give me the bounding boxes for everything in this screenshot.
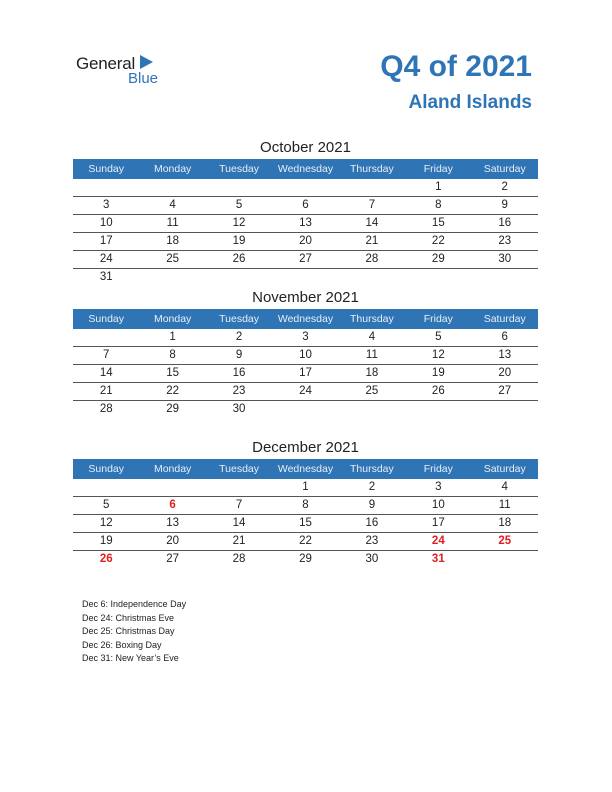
weekday-header-row xyxy=(73,159,538,179)
weekday-header: Tuesday xyxy=(219,463,259,475)
empty-day-cell xyxy=(405,269,471,286)
weekday-header: Friday xyxy=(423,163,453,175)
day-cell: 18 xyxy=(166,235,180,247)
weekday-header: Thursday xyxy=(350,163,394,175)
week-row xyxy=(73,497,538,515)
day-cell: 15 xyxy=(299,517,312,529)
weekday-header: Friday xyxy=(423,463,453,475)
month-title: December 2021 xyxy=(252,439,359,456)
week-row xyxy=(73,269,538,286)
weekday-header: Saturday xyxy=(483,313,526,325)
day-cell: 14 xyxy=(232,517,246,529)
day-cell: 11 xyxy=(166,217,179,229)
empty-day-cell xyxy=(472,551,538,568)
day-cell: 25 xyxy=(365,385,379,397)
day-cell: 4 xyxy=(368,331,376,343)
day-cell: 17 xyxy=(299,367,312,379)
day-cell: 19 xyxy=(431,367,445,379)
day-cell: 4 xyxy=(169,199,176,211)
day-cell: 5 xyxy=(235,199,243,211)
weekday-header: Friday xyxy=(423,313,453,325)
day-cell: 16 xyxy=(498,217,512,229)
generalblue-logo xyxy=(76,52,176,88)
day-cell: 2 xyxy=(235,331,243,343)
week-row xyxy=(73,179,538,197)
weekday-header: Sunday xyxy=(88,313,125,325)
weekday-header: Monday xyxy=(153,163,192,175)
day-cell: 19 xyxy=(232,235,246,247)
day-cell: 7 xyxy=(235,499,243,511)
day-cell: 4 xyxy=(501,481,508,493)
week-row xyxy=(73,233,538,251)
day-cell: 21 xyxy=(232,535,246,547)
day-cell: 15 xyxy=(431,217,445,229)
day-cell: 20 xyxy=(299,235,312,247)
day-cell: 14 xyxy=(99,367,113,379)
day-cell: 28 xyxy=(232,553,246,565)
day-cell: 8 xyxy=(169,349,176,361)
day-cell: 12 xyxy=(431,349,445,361)
month-october xyxy=(73,137,538,286)
day-cell: 12 xyxy=(232,217,246,229)
week-row xyxy=(73,347,538,365)
day-cell: 21 xyxy=(365,235,379,247)
week-row xyxy=(73,401,538,418)
day-cell: 27 xyxy=(299,253,312,265)
day-cell: 15 xyxy=(166,367,180,379)
month-december xyxy=(73,437,538,568)
day-cell: 2 xyxy=(368,481,376,493)
day-cell: 3 xyxy=(302,331,309,343)
empty-day-cell xyxy=(206,479,272,496)
holiday-item: Dec 24: Christmas Eve xyxy=(82,612,175,623)
empty-day-cell xyxy=(339,179,405,196)
week-row xyxy=(73,365,538,383)
day-cell: 23 xyxy=(498,235,512,247)
day-cell: 18 xyxy=(498,517,512,529)
day-cell: 18 xyxy=(365,367,379,379)
week-row xyxy=(73,533,538,551)
empty-day-cell xyxy=(206,179,272,196)
weekday-header-row xyxy=(73,459,538,479)
page-subtitle: Aland Islands xyxy=(408,92,532,113)
empty-day-cell xyxy=(73,179,139,196)
day-cell: 24 xyxy=(99,253,113,265)
day-cell: 29 xyxy=(299,553,312,565)
empty-day-cell xyxy=(472,269,538,286)
weekday-header: Sunday xyxy=(88,163,125,175)
holiday-item: Dec 25: Christmas Day xyxy=(82,626,175,636)
day-cell: 9 xyxy=(368,499,376,511)
day-cell: 29 xyxy=(166,403,180,415)
day-cell: 31 xyxy=(431,553,445,565)
day-cell: 30 xyxy=(498,253,512,265)
day-cell: 26 xyxy=(99,553,113,565)
day-cell: 22 xyxy=(166,385,180,397)
day-cell: 27 xyxy=(166,553,180,565)
day-cell: 30 xyxy=(365,553,379,565)
day-cell: 30 xyxy=(232,403,246,415)
day-cell: 1 xyxy=(435,181,442,193)
weekday-header: Saturday xyxy=(483,463,526,475)
day-cell: 28 xyxy=(99,403,113,415)
day-cell: 20 xyxy=(498,367,512,379)
empty-day-cell xyxy=(339,401,405,418)
week-row xyxy=(73,251,538,269)
day-cell: 31 xyxy=(99,271,113,283)
day-cell: 24 xyxy=(431,535,445,547)
day-cell: 27 xyxy=(498,385,512,397)
empty-day-cell xyxy=(272,269,338,286)
week-row xyxy=(73,383,538,401)
holiday-item: Dec 6: Independence Day xyxy=(82,599,187,609)
day-cell: 26 xyxy=(232,253,246,265)
weekday-header: Tuesday xyxy=(219,163,259,175)
day-cell: 13 xyxy=(498,349,512,361)
weekday-header: Wednesday xyxy=(277,313,334,325)
day-cell: 23 xyxy=(232,385,246,397)
day-cell: 11 xyxy=(498,499,511,511)
week-row xyxy=(73,551,538,568)
empty-day-cell xyxy=(339,269,405,286)
day-cell: 26 xyxy=(431,385,445,397)
day-cell: 9 xyxy=(501,199,508,211)
empty-day-cell xyxy=(139,479,205,496)
day-cell: 28 xyxy=(365,253,379,265)
day-cell: 13 xyxy=(166,517,180,529)
day-cell: 1 xyxy=(302,481,309,493)
day-cell: 8 xyxy=(435,199,442,211)
day-cell: 5 xyxy=(435,331,442,343)
day-cell: 10 xyxy=(299,349,312,361)
logo-blue-text: Blue xyxy=(128,70,159,87)
weekday-header: Tuesday xyxy=(219,313,259,325)
page-title: Q4 of 2021 xyxy=(380,50,532,83)
month-title: November 2021 xyxy=(252,289,359,306)
day-cell: 6 xyxy=(169,499,176,511)
day-cell: 3 xyxy=(103,199,110,211)
day-cell: 11 xyxy=(365,349,378,361)
day-cell: 21 xyxy=(99,385,113,397)
day-cell: 6 xyxy=(501,331,508,343)
weekday-header: Saturday xyxy=(483,163,526,175)
weekday-header: Monday xyxy=(153,313,192,325)
logo-flag-icon xyxy=(140,55,153,69)
week-row xyxy=(73,215,538,233)
weekday-header: Sunday xyxy=(88,463,125,475)
day-cell: 17 xyxy=(99,235,113,247)
weekday-header-row xyxy=(73,309,538,329)
day-cell: 7 xyxy=(368,199,376,211)
week-row xyxy=(73,329,538,347)
day-cell: 12 xyxy=(99,517,113,529)
day-cell: 22 xyxy=(431,235,445,247)
day-cell: 1 xyxy=(169,331,176,343)
weekday-header: Wednesday xyxy=(277,463,334,475)
empty-day-cell xyxy=(472,401,538,418)
day-cell: 7 xyxy=(103,349,110,361)
day-cell: 16 xyxy=(232,367,246,379)
day-cell: 13 xyxy=(299,217,312,229)
day-cell: 2 xyxy=(501,181,508,193)
week-row xyxy=(73,197,538,215)
logo-general-text: General xyxy=(76,54,136,73)
empty-day-cell xyxy=(139,179,205,196)
empty-day-cell xyxy=(272,401,338,418)
day-cell: 10 xyxy=(99,217,113,229)
empty-day-cell xyxy=(73,479,139,496)
empty-day-cell xyxy=(405,401,471,418)
empty-day-cell xyxy=(272,179,338,196)
day-cell: 5 xyxy=(103,499,110,511)
day-cell: 25 xyxy=(498,535,512,547)
day-cell: 9 xyxy=(235,349,243,361)
month-title: October 2021 xyxy=(260,139,351,156)
day-cell: 16 xyxy=(365,517,379,529)
day-cell: 6 xyxy=(302,199,309,211)
day-cell: 14 xyxy=(365,217,379,229)
day-cell: 10 xyxy=(431,499,445,511)
day-cell: 24 xyxy=(299,385,312,397)
day-cell: 29 xyxy=(431,253,445,265)
month-november xyxy=(73,287,538,418)
day-cell: 17 xyxy=(431,517,445,529)
day-cell: 8 xyxy=(302,499,309,511)
empty-day-cell xyxy=(206,269,272,286)
day-cell: 23 xyxy=(365,535,379,547)
holiday-list xyxy=(82,598,186,666)
day-cell: 20 xyxy=(166,535,180,547)
empty-day-cell xyxy=(139,269,205,286)
weekday-header: Monday xyxy=(153,463,192,475)
weekday-header: Wednesday xyxy=(277,163,334,175)
weekday-header: Thursday xyxy=(350,463,394,475)
week-row xyxy=(73,479,538,497)
day-cell: 25 xyxy=(166,253,180,265)
day-cell: 3 xyxy=(435,481,442,493)
empty-day-cell xyxy=(73,329,139,346)
day-cell: 22 xyxy=(299,535,312,547)
holiday-item: Dec 26: Boxing Day xyxy=(82,639,162,650)
week-row xyxy=(73,515,538,533)
holiday-item: Dec 31: New Year’s Eve xyxy=(82,653,179,663)
weekday-header: Thursday xyxy=(350,313,394,325)
day-cell: 19 xyxy=(99,535,113,547)
